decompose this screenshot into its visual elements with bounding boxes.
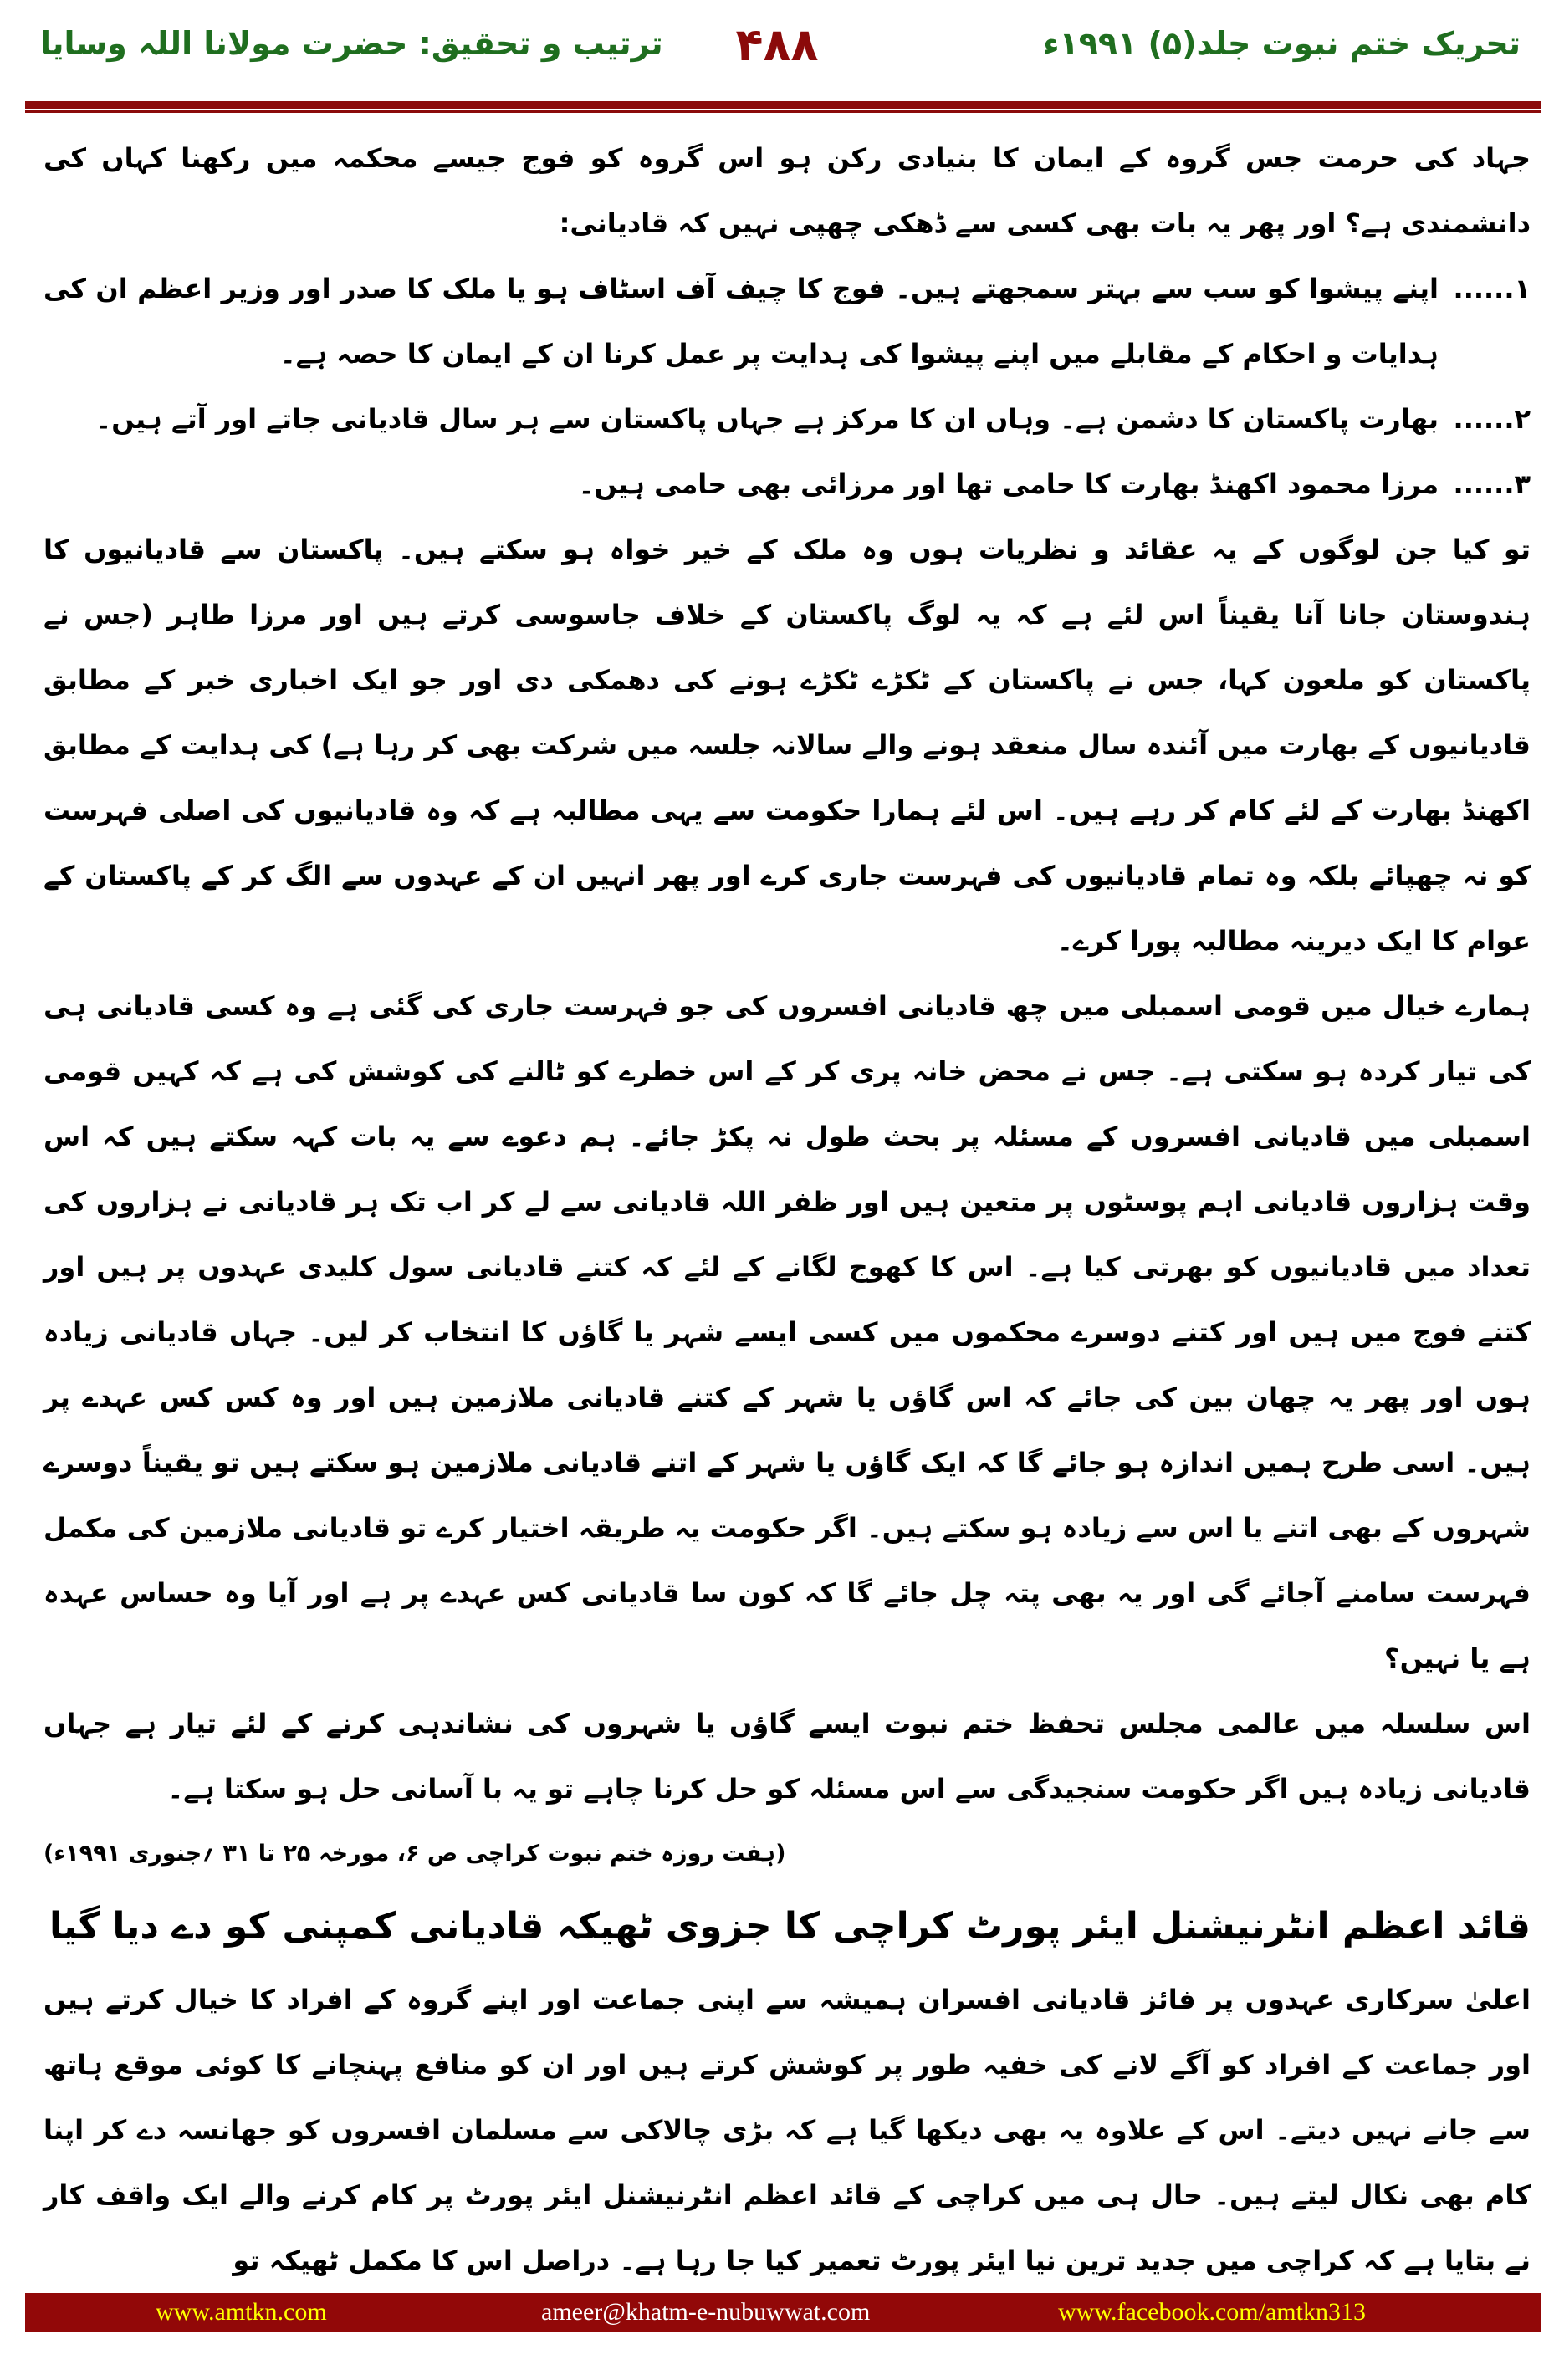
paragraph-text: دعوے سے یہ بات کہہ سکتے ہیں کہ اس وقت ہزاروں قادیانی اہم پوسٹوں پر متعین ہیں اور ظفر اللہ قادیانی سے لے کر اب تک ہر قادیانی نے	[43, 1121, 1531, 1218]
item-number: ۳......	[1453, 468, 1531, 500]
paragraph-text: کے عوام کا ایک دیرینہ مطالبہ پورا کرے۔	[43, 860, 1531, 957]
paragraph	[43, 517, 1531, 973]
paragraph	[43, 125, 1531, 256]
paragraph-text: افراد کو آگے لانے کی خفیہ طور پر کوشش کرتے ہیں اور ان کو منافع پہنچانے کا کوئی موقع ہاتھ سے جانے نہیں دیتے۔ اس کے علاوہ یہ بھی	[43, 2049, 1531, 2146]
paragraph	[43, 973, 1531, 1691]
paragraph-text: ٹکڑے ہونے کی دھمکی دی اور جو ایک اخباری خبر کے مطابق قادیانیوں کے بھارت میں آئندہ سال منعقد ہونے والے سالانہ جلسہ میں	[43, 664, 1531, 761]
paragraph-text: اور کتنے دوسرے محکموں میں کسی ایسے شہر یا گاؤں کا انتخاب کر لیں۔ جہاں قادیانی زیادہ ہوں اور پھر یہ چھان بین کی جائے کہ اس گاؤں یا	[43, 1316, 1531, 1413]
compiler-credit: ترتیب و تحقیق: حضرت مولانا اللہ وسایا	[40, 25, 663, 62]
paragraph-text: اعلیٰ سرکاری عہدوں پر فائز قادیانی افسران ہمیشہ سے اپنی جماعت اور اپنے گروہ کے افراد کا خیال کرتے ہیں اور جماعت کے	[43, 1984, 1531, 2081]
section-heading: قائد اعظم انٹرنیشنل ایئر پورٹ کراچی کا جزوی ٹھیکہ قادیانی کمپنی کو دے دیا گیا	[49, 1905, 1531, 1948]
header-rule-thin	[25, 110, 1541, 113]
list-item-text: مرزا محمود اکھنڈ بھارت کا حامی تھا اور مرزائی بھی حامی ہیں۔	[578, 468, 1439, 500]
page-header	[0, 0, 1554, 125]
header-rule-thick	[25, 101, 1541, 109]
paragraph-text: ملازمین ہو سکتے ہیں تو یقیناً دوسرے شہروں کے بھی اتنے یا اس سے زیادہ ہو سکتے ہیں۔ اگر حکومت یہ طریقہ اختیار کرے تو قادیانی ملازمین کی	[43, 1447, 1531, 1544]
paragraph-text: جہاد کی حرمت جس گروہ کے ایمان کا بنیادی رکن ہو اس گروہ کو فوج جیسے محکمہ میں رکھنا کہاں کی دانشمندی ہے؟ اور پھر یہ بات بھی	[43, 142, 1531, 239]
paragraph-text: کسی سے ڈھکی چھپی نہیں کہ قادیانی:	[559, 207, 1076, 239]
paragraph-text: ہزاروں کی تعداد میں قادیانیوں کو بھرتی کیا ہے۔ اس کا کھوج لگانے کے لئے کہ کتنے قادیانی سول کلیدی عہدوں پر ہیں اور کتنے فوج میں ہیں	[43, 1186, 1531, 1348]
paragraph-text: شہر کے کتنے قادیانی ملازمین ہیں اور وہ کس کس عہدے پر ہیں۔ اسی طرح ہمیں اندازہ ہو جائے گا کہ ایک گاؤں یا شہر کے اتنے قادیانی	[43, 1382, 1531, 1479]
facebook-link[interactable]: www.facebook.com/amtkn313	[1058, 2298, 1366, 2326]
paragraph	[43, 1691, 1531, 1867]
paragraph-text: نے محض خانہ پری کر کے اس خطرے کو ٹالنے کی کوشش کی ہے کہ کہیں قومی اسمبلی میں قادیانی افسروں کے مسئلہ پر بحث طول نہ پکڑ جائے۔ ہم	[43, 1055, 1531, 1152]
paragraph-text: حکومت سنجیدگی سے اس مسئلہ کو حل کرنا چاہے تو یہ با آسانی حل ہو سکتا ہے۔	[167, 1773, 1238, 1805]
page-number: ۴۸۸	[735, 18, 819, 71]
footer-band	[25, 2293, 1541, 2332]
source-citation: (ہفت روزہ ختم نبوت کراچی ص ۶، مورخہ ۲۵ تا ۳۱ ؍جنوری ۱۹۹۱ء)	[43, 1841, 786, 1867]
email-link[interactable]: ameer@khatm-e-nubuwwat.com	[541, 2298, 871, 2326]
page-body	[0, 125, 1554, 2293]
list-item-text	[43, 256, 1439, 386]
list-item-text-part: اپنے پیشوا کو سب سے بہتر سمجھتے ہیں۔ فوج کا چیف آف اسٹاف ہو یا ملک کا صدر اور وزیر اعظم ان کی ہدایات و احکام کے مقابلے	[43, 273, 1439, 370]
paragraph-text: ہمارے خیال میں قومی اسمبلی میں چھ قادیانی افسروں کی جو فہرست جاری کی گئی ہے وہ کسی قادیانی ہی کی تیار کردہ ہو سکتی ہے۔ جس	[43, 990, 1531, 1087]
list-item-2	[43, 386, 1531, 452]
list-item-3	[43, 452, 1531, 517]
list-item-1	[43, 256, 1531, 386]
paragraph	[43, 1967, 1531, 2293]
paragraph-text: دیکھا گیا ہے کہ بڑی چالاکی سے مسلمان افسروں کو جھانسہ دے کر اپنا کام بھی نکال لیتے ہیں۔ حال ہی میں کراچی کے قائد اعظم انٹرنیشنل	[43, 2114, 1531, 2211]
paragraph-text: قادیانیوں کی اصلی فہرست کو نہ چھپائے بلکہ وہ تمام قادیانیوں کی فہرست جاری کرے اور پھر انہیں ان کے عہدوں سے الگ کر کے پاکستان	[43, 794, 1531, 891]
paragraph-text: تو کیا جن لوگوں کے یہ عقائد و نظریات ہوں وہ ملک کے خیر خواہ ہو سکتے ہیں۔ پاکستان سے قادیانیوں کا ہندوستان جانا آنا یقیناً	[43, 534, 1531, 631]
item-number: ۱......	[1453, 273, 1531, 304]
list-item-text: بھارت پاکستان کا دشمن ہے۔ وہاں ان کا مرکز ہے جہاں پاکستان سے ہر سال قادیانی جاتے اور آتے ہیں۔	[95, 403, 1439, 435]
item-number: ۲......	[1453, 403, 1531, 435]
bottom-margin	[0, 2332, 1554, 2380]
paragraph-text: اس لئے ہے کہ یہ لوگ پاکستان کے خلاف جاسوسی کرتے ہیں اور مرزا طاہر (جس نے پاکستان کو ملعون کہا، جس نے پاکستان کے ٹکڑے	[43, 599, 1531, 696]
book-title: تحریک ختم نبوت جلد(۵) ۱۹۹۱ء	[1043, 25, 1521, 62]
website-link[interactable]: www.amtkn.com	[156, 2298, 327, 2326]
list-item-text-part: میں اپنے پیشوا کی ہدایت پر عمل کرنا ان کے ایمان کا حصہ ہے۔	[279, 338, 1101, 370]
paragraph-text: شرکت بھی کر رہا ہے) کی ہدایت کے مطابق اکھنڈ بھارت کے لئے کام کر رہے ہیں۔ اس لئے ہمارا حکومت سے یہی مطالبہ ہے کہ وہ	[43, 729, 1531, 826]
paragraph-text: ایئر پورٹ پر کام کرنے والے ایک واقف کار نے بتایا ہے کہ کراچی میں جدید ترین نیا ایئر پورٹ تعمیر کیا جا رہا ہے۔ دراصل اس کا مکمل ٹھیکہ تو	[43, 2179, 1531, 2276]
paragraph-text: مکمل فہرست سامنے آجائے گی اور یہ بھی پتہ چل جائے گا کہ کون سا قادیانی کس عہدے پر ہے اور آیا وہ حساس عہدہ ہے یا نہیں؟	[43, 1512, 1531, 1674]
paragraph-text: اس سلسلہ میں عالمی مجلس تحفظ ختم نبوت ایسے گاؤں یا شہروں کی نشاندہی کرنے کے لئے تیار ہے جہاں قادیانی زیادہ ہیں اگر	[43, 1708, 1531, 1805]
